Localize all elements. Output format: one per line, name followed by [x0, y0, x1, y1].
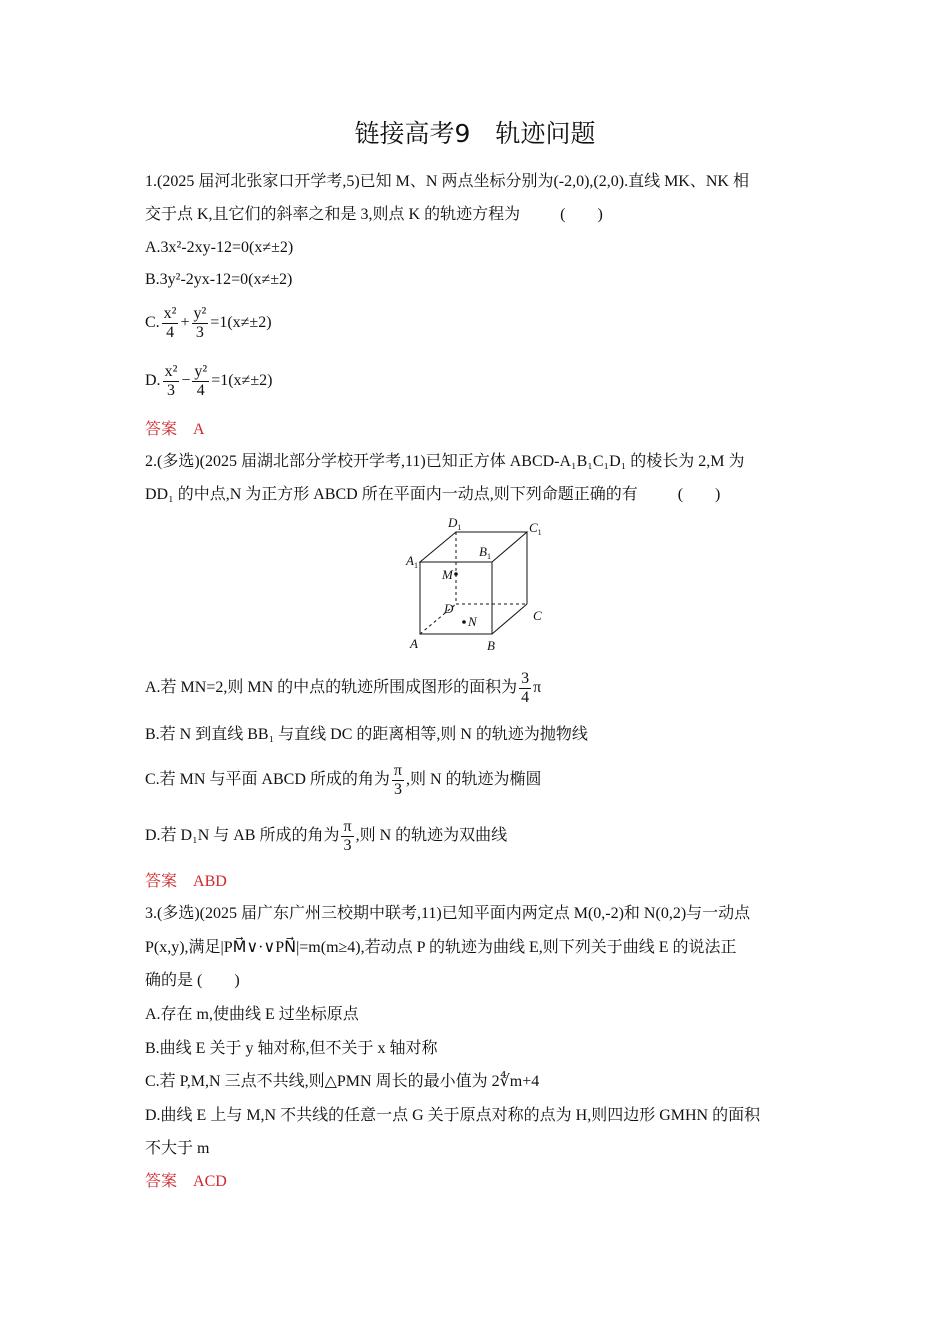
q1-answer-label: 答案 [145, 421, 178, 438]
q1-option-d-label: D. [145, 372, 161, 390]
q1-option-b: B.3y²-2yx-12=0(x≠±2) [145, 271, 293, 288]
label-m: M [442, 567, 453, 582]
q2-option-c-pre: C.若 MN 与平面 ABCD 所成的角为 [145, 771, 390, 789]
q3-stem-line2: P(x,y),满足|PM⃗∨·∨PN⃗|=m(m≥4),若动点 P 的轨迹为曲线 E,则下列关于曲线 E 的说法正 [145, 939, 737, 956]
q1-stem-line2 [145, 205, 603, 225]
frac-numerator: y² [193, 305, 207, 322]
q1-answer-value: A [193, 421, 205, 438]
q1-stem-line2-text: 交于点 K,且它们的斜率之和是 3,则点 K 的轨迹方程为 [145, 206, 521, 223]
q3-option-b: B.曲线 E 关于 y 轴对称,但不关于 x 轴对称 [145, 1040, 438, 1057]
q2-answer-label: 答案 [145, 873, 178, 890]
label-c1: $C_1$ [529, 520, 542, 537]
frac-numerator: x² [163, 305, 177, 322]
q1-option-c-op: + [180, 314, 190, 332]
q1-option-d-frac1 [163, 363, 180, 400]
label-n: N [468, 614, 477, 629]
q1-option-c-frac2 [192, 305, 209, 342]
frac-numerator: y² [194, 363, 208, 380]
label-b: B [487, 638, 495, 653]
label-a: A [410, 636, 418, 651]
q3-stem-line3: 确的是 ( ) [145, 972, 240, 989]
q2-option-d-frac [341, 818, 353, 855]
frac-numerator: π [393, 762, 402, 779]
point-m [454, 572, 458, 576]
frac-denominator: 3 [166, 382, 175, 399]
q1-answer [145, 420, 205, 440]
q1-option-c-tail: =1(x≠±2) [210, 314, 272, 332]
q2-option-a-post: π [533, 679, 542, 697]
q2-stem-line2 [145, 485, 720, 505]
q3-answer-label: 答案 [145, 1173, 178, 1190]
label-c: C [533, 608, 542, 623]
q1-option-c-label: C. [145, 314, 160, 332]
q1-answer-paren: ( ) [560, 206, 603, 223]
q3-answer [145, 1172, 227, 1192]
cube-top-face [420, 532, 527, 562]
frac-denominator: 3 [195, 324, 204, 341]
q2-option-d-pre: D.若 D₁N 与 AB 所成的角为 [145, 827, 340, 845]
q2-stem-line2-text: DD₁ 的中点,N 为正方形 ABCD 所在平面内一动点,则下列命题正确的有 [145, 486, 638, 503]
q2-stem-line1: 2.(多选)(2025 届湖北部分学校开学考,11)已知正方体 ABCD-A₁B₁C₁D₁ 的棱长为 2,M 为 [145, 453, 745, 470]
q2-option-d [145, 818, 507, 855]
q1-option-d-op: − [181, 372, 191, 390]
q2-option-c-frac [392, 762, 404, 799]
q3-stem-line1: 3.(多选)(2025 届广东广州三校期中联考,11)已知平面内两定点 M(0,-2)和 N(0,2)与一动点 [145, 905, 751, 922]
q3-option-a: A.存在 m,使曲线 E 过坐标原点 [145, 1006, 359, 1023]
frac-numerator: 3 [521, 670, 530, 687]
q3-option-d-line1: D.曲线 E 上与 M,N 不共线的任意一点 G 关于原点对称的点为 H,则四边形 GMHN 的面积 [145, 1107, 761, 1124]
label-b1: $B_1$ [479, 544, 491, 561]
q2-answer-paren: ( ) [677, 486, 721, 503]
q2-option-d-post: ,则 N 的轨迹为双曲线 [355, 827, 508, 845]
q1-option-d-frac2 [192, 363, 209, 400]
q3-answer-value: ACD [193, 1173, 227, 1190]
frac-denominator: 3 [343, 837, 352, 854]
q2-option-a-pre: A.若 MN=2,则 MN 的中点的轨迹所围成图形的面积为 [145, 679, 518, 697]
q1-option-d-tail: =1(x≠±2) [211, 372, 273, 390]
q2-option-c-post: ,则 N 的轨迹为椭圆 [406, 771, 542, 789]
frac-numerator: π [343, 818, 352, 835]
point-n [462, 620, 466, 624]
q2-answer-value: ABD [193, 873, 227, 890]
page-title: 链接高考9 轨迹问题 [354, 119, 596, 148]
q2-option-a-frac [519, 670, 531, 707]
q1-stem-line1: 1.(2025 届河北张家口开学考,5)已知 M、N 两点坐标分别为(-2,0),(2,0).直线 MK、NK 相 [145, 173, 749, 190]
q1-option-d [145, 363, 272, 400]
frac-denominator: 4 [196, 382, 205, 399]
frac-denominator: 3 [393, 781, 402, 798]
q1-option-c [145, 305, 272, 342]
q2-option-b: B.若 N 到直线 BB₁ 与直线 DC 的距离相等,则 N 的轨迹为抛物线 [145, 726, 588, 743]
q3-option-c: C.若 P,M,N 三点不共线,则△PMN 周长的最小值为 2∜m+4 [145, 1073, 540, 1090]
label-d1: $D_1$ [448, 515, 462, 532]
cube-figure [400, 512, 560, 654]
label-d: D [444, 601, 454, 616]
q3-option-d-line2: 不大于 m [145, 1140, 210, 1157]
label-a1: $A_1$ [406, 553, 418, 570]
q2-option-a [145, 670, 541, 707]
q2-option-c [145, 762, 542, 799]
q2-answer [145, 872, 227, 892]
frac-denominator: 4 [521, 689, 530, 706]
frac-numerator: x² [164, 363, 178, 380]
q1-option-a: A.3x²-2xy-12=0(x≠±2) [145, 239, 294, 256]
cube-edge-bc [492, 604, 527, 634]
frac-denominator: 4 [166, 324, 175, 341]
q1-option-c-frac1 [162, 305, 179, 342]
